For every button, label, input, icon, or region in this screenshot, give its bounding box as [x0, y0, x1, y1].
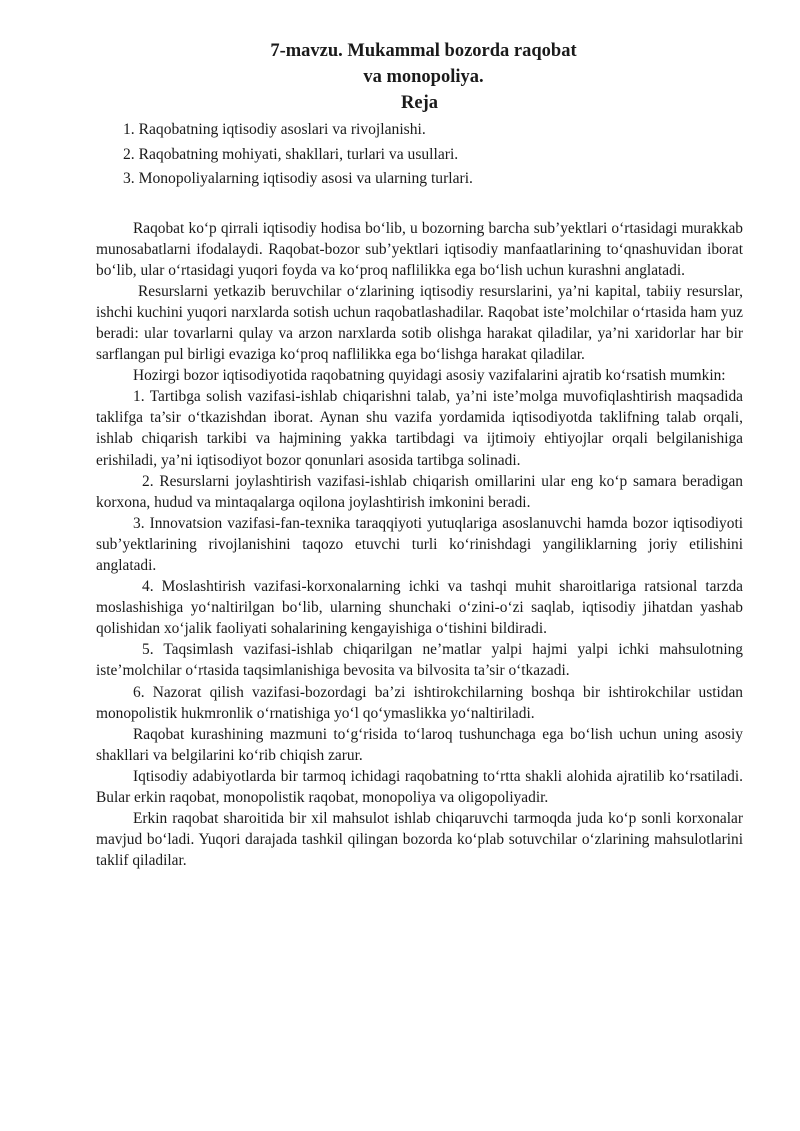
paragraph: Erkin raqobat sharoitida bir xil mahsulot ishlab chiqaruvchi tarmoqda juda ko‘p sonli korxonalar mavjud bo‘ladi. Yuqori darajada tashkil qilingan bozorda ko‘plab sotuvchilar o‘zlarining mahsulotlarini taklif qiladilar. — [96, 810, 743, 870]
page-title — [96, 38, 743, 90]
plan-list — [96, 118, 743, 192]
paragraph: Raqobat kurashining mazmuni to‘g‘risida to‘laroq tushunchaga ega bo‘lish uchun uning asosiy shakllari va belgilarini ko‘rib chiqish zarur. — [96, 725, 743, 764]
paragraph: Hozirgi bozor iqtisodiyotida raqobatning quyidagi asosiy vazifalarini ajratib ko‘rsatish mumkin: — [133, 367, 726, 385]
paragraph: 4. Moslashtirish vazifasi-korxonalarning ichki va tashqi muhit sharoitlariga ratsional tarzda moslashishiga yo‘naltirilgan bo‘lib, ularning shunchaki o‘zini-o‘zi saqlab, iqtisodiy jihatdan yashab qolishidan xo‘jalik faoliyati sohalarining kengayishiga o‘tishini bildiradi. — [96, 578, 743, 638]
paragraph: 3. Innovatsion vazifasi-fan-texnika taraqqiyoti yutuqlariga asoslanuvchi hamda bozor iqtisodiyoti sub’yektlarining rivojlanishini taqozo etuvchi turli ko‘rinishdagi yangiliklarning joriy etilishini anglatadi. — [96, 514, 743, 574]
plan-heading: Reja — [401, 93, 438, 113]
title-line-2: va monopoliya. — [363, 67, 484, 87]
plan-item: 2. Raqobatning mohiyati, shakllari, turlari va usullari. — [123, 145, 459, 163]
plan-item: 1. Raqobatning iqtisodiy asoslari va rivojlanishi. — [123, 121, 426, 138]
title-line-1: 7-mavzu. Mukammal bozorda raqobat — [270, 41, 577, 61]
plan-item: 3. Monopoliyalarning iqtisodiy asosi va ularning turlari. — [123, 170, 473, 187]
paragraph: 2. Resurslarni joylashtirish vazifasi-ishlab chiqarish omillarini ular eng ko‘p samara beradigan korxona, hudud va mintaqalarga oqilona joylashtirish imkonini beradi. — [96, 472, 743, 511]
body-text — [96, 218, 743, 872]
paragraph: Raqobat ko‘p qirrali iqtisodiy hodisa bo‘lib, u bozorning barcha sub’yektlari o‘rtasidagi murakkab munosabatlarni ifodalaydi. Raqobat-bozor sub’yektlari iqtisodiy manfaatlarining to‘qnashuvidan iborat bo‘lib, ular o‘rtasidagi yuqori foyda va ko‘proq naflilikka ega bo‘lish uchun kurashni anglatadi. — [96, 219, 743, 279]
paragraph: Resurslarni yetkazib beruvchilar o‘zlarining iqtisodiy resurslarini, ya’ni kapital, tabiiy resurslar, ishchi kuchini yuqori narxlarda sotish uchun raqobatlashadilar. Raqobat iste’molchilar o‘rtasida ham yuz beradi: ular tovarlarni qulay va arzon narxlarda sotib olishga harakat qiladilar, ya’ni xaridorlar har bir sarflangan pul birligi evaziga ko‘proq naflilikka ega bo‘lishga harakat qiladilar. — [96, 282, 743, 364]
paragraph: 1. Tartibga solish vazifasi-ishlab chiqarishni talab, ya’ni iste’molga muvofiqlashtirish maqsadida taklifga ta’sir o‘tkazishdan iborat. Aynan shu vazifa yordamida iqtisodiyotda taklifning talab orqali, ishlab chiqarish tarkibi va hajmining yakka tartibdagi va ijtimoiy ehtiyojlar orqali belgilanishiga erishiladi, ya’ni iqtisodiyot bozor qonunlari asosida tartibga solinadi. — [96, 388, 743, 469]
paragraph: 6. Nazorat qilish vazifasi-bozordagi ba’zi ishtirokchilarning boshqa bir ishtirokchilar ustidan monopolistik hukmronlik o‘rnatishiga yo‘l qo‘ymaslikka yo‘naltiriladi. — [96, 683, 743, 722]
paragraph: 5. Taqsimlash vazifasi-ishlab chiqarilgan ne’matlar yalpi hajmi yalpi ichki mahsulotning iste’molchilar o‘rtasida taqsimlanishiga bevosita va bilvosita ta’sir o‘tkazadi. — [96, 641, 743, 680]
paragraph: Iqtisodiy adabiyotlarda bir tarmoq ichidagi raqobatning to‘rtta shakli alohida ajratilib ko‘rsatiladi. Bular erkin raqobat, monopolistik raqobat, monopoliya va oligopoliyadir. — [96, 767, 743, 807]
